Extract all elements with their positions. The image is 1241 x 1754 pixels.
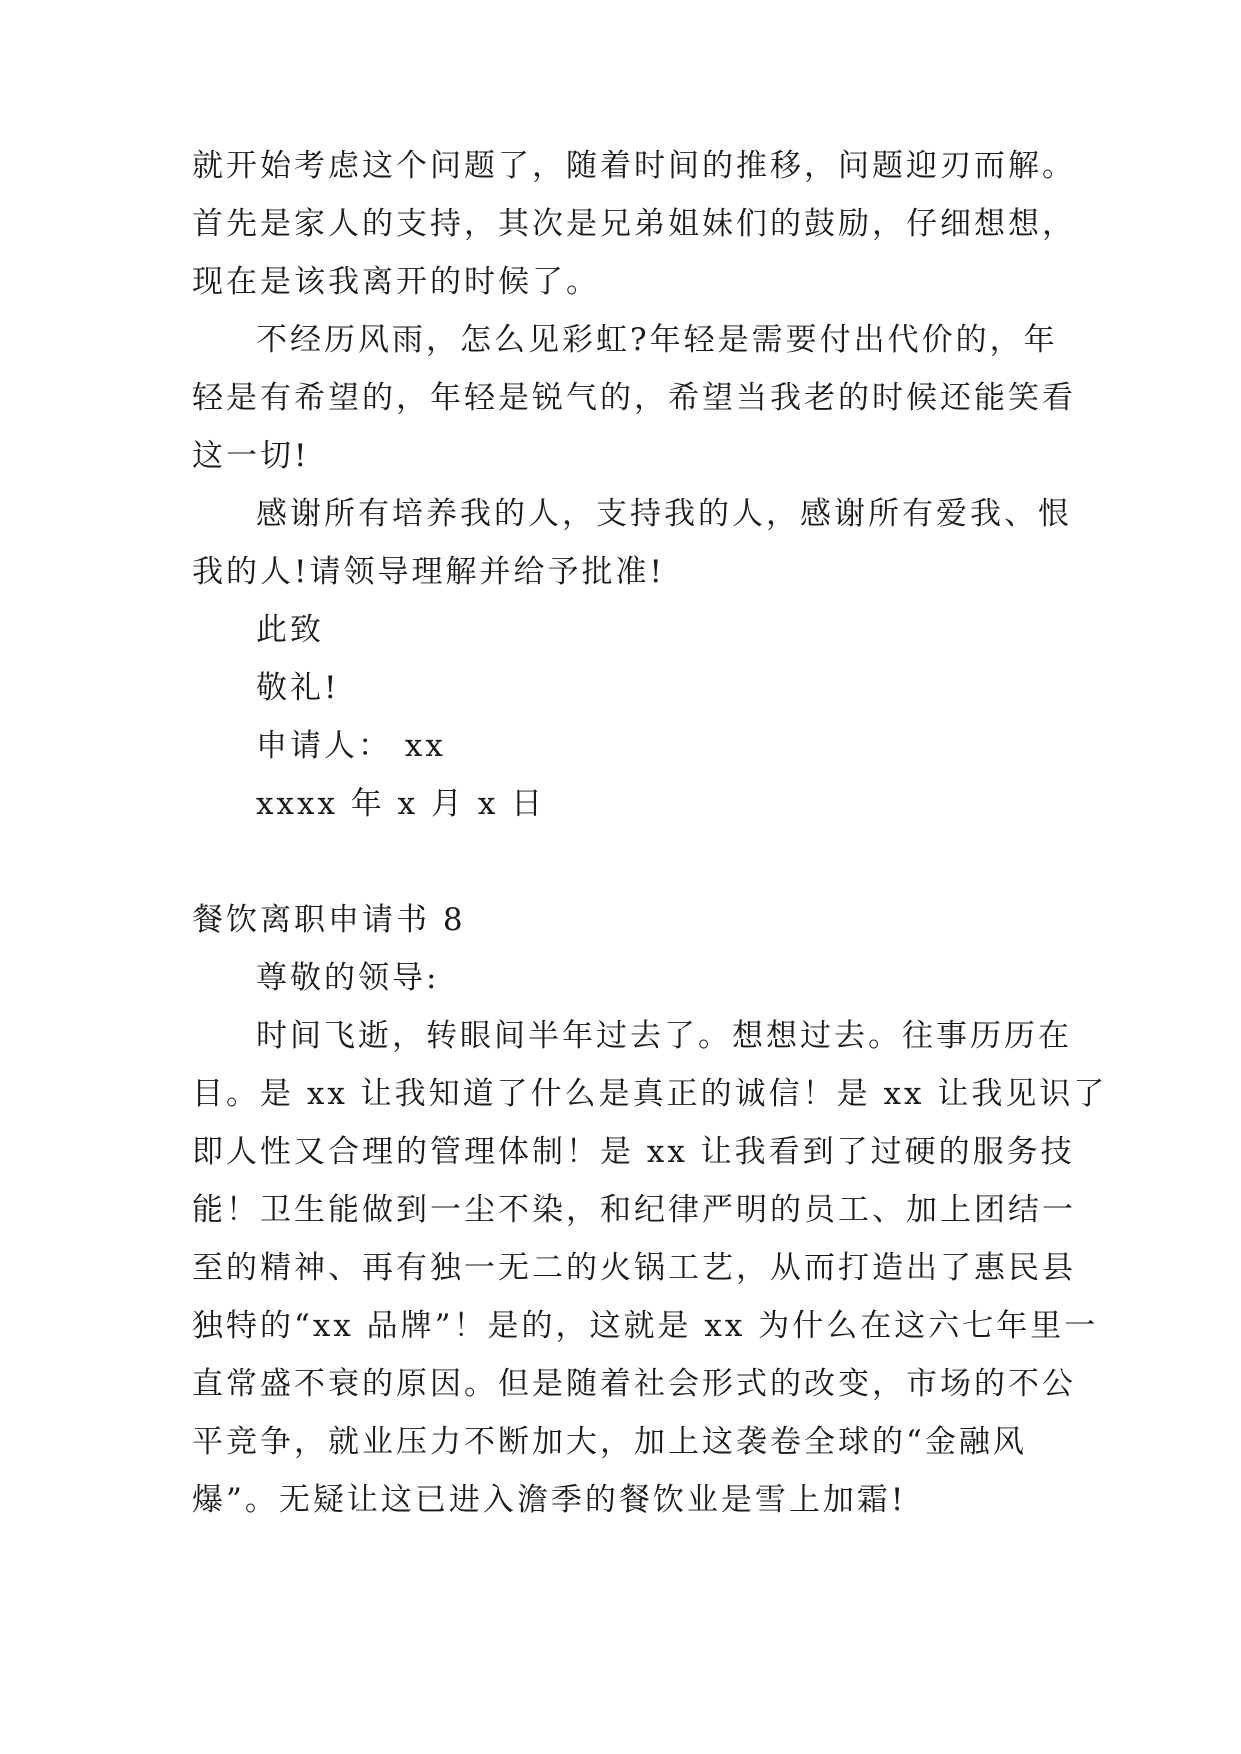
- paragraph-line: 轻是有希望的，年轻是锐气的，希望当我老的时候还能笑看: [192, 380, 1076, 416]
- section-title: 餐饮离职申请书 8: [192, 902, 466, 938]
- paragraph-line: 这一切!: [192, 438, 310, 474]
- paragraph-line: 现在是该我离开的时候了。: [192, 264, 600, 300]
- paragraph-line: 我的人!请领导理解并给予批准!: [192, 554, 665, 590]
- paragraph-line: 首先是家人的支持，其次是兄弟姐妹们的鼓励，仔细想想，: [192, 206, 1076, 242]
- paragraph-line: 平竞争，就业压力不断加大，加上这袭卷全球的“金融风: [192, 1424, 1027, 1460]
- paragraph-line: 不经历风雨，怎么见彩虹?年轻是需要付出代价的，年: [256, 322, 1058, 358]
- paragraph-line: 能！卫生能做到一尘不染，和纪律严明的员工、加上团结一: [192, 1192, 1076, 1228]
- paragraph-line: 至的精神、再有独一无二的火锅工艺，从而打造出了惠民县: [192, 1250, 1076, 1286]
- paragraph-line: 就开始考虑这个问题了，随着时间的推移，问题迎刃而解。: [192, 148, 1076, 184]
- closing-salutation: 此致: [256, 612, 324, 648]
- date-line: xxxx 年 x 月 x 日: [256, 786, 546, 822]
- greeting: 尊敬的领导:: [256, 960, 440, 996]
- paragraph-line: 目。是 xx 让我知道了什么是真正的诚信！是 xx 让我见识了: [192, 1076, 1108, 1112]
- paragraph-line: 独特的“xx 品牌”！是的，这就是 xx 为什么在这六七年里一: [192, 1308, 1099, 1344]
- paragraph-line: 感谢所有培养我的人，支持我的人，感谢所有爱我、恨: [256, 496, 1072, 532]
- paragraph-line: 即人性又合理的管理体制！是 xx 让我看到了过硬的服务技: [192, 1134, 1075, 1170]
- applicant-line: 申请人： xx: [256, 728, 446, 764]
- paragraph-line: 时间飞逝，转眼间半年过去了。想想过去。往事历历在: [256, 1018, 1072, 1054]
- paragraph-line: 直常盛不衰的原因。但是随着社会形式的改变，市场的不公: [192, 1366, 1076, 1402]
- closing-regards: 敬礼!: [256, 670, 340, 706]
- paragraph-line: 爆”。无疑让这已进入澹季的餐饮业是雪上加霜!: [192, 1482, 907, 1518]
